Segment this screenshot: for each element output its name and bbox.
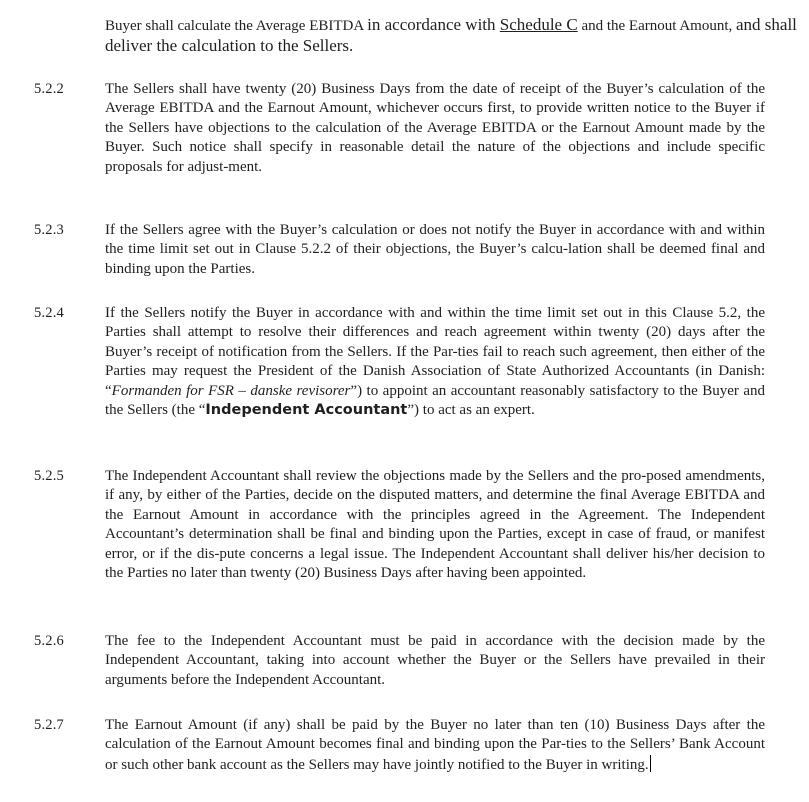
clause-text	[105, 304, 765, 420]
text-cursor	[650, 755, 651, 772]
intro-text-1: Buyer shall calculate the Average EBITDA	[105, 18, 368, 34]
clause-text	[105, 716, 765, 775]
clause-text: The Sellers shall have twenty (20) Business Days from the date of receipt of the Buyer’s calculation of the Average EBITDA and the Earnout Amount, whichever occurs first, to provide written notice to the Buyer if the Sellers have objections to the calculation of the Average EBITDA or the Earnout Amount made by the Buyer. Such notice shall specify in reasonable detail the nature of the objections and include specific proposals for adjust-ment.	[105, 81, 765, 175]
schedule-c-link[interactable]: Schedule C	[499, 15, 578, 34]
defined-term-bold: Independent Accountant	[205, 402, 408, 419]
intro-text-2: in accordance with	[367, 15, 500, 34]
clause-text: The Independent Accountant shall review the objections made by the Sellers and the pro-posed amendments, if any, by either of the Parties, decide on the disputed matters, and determine the final Average EBITDA and the Earnout Amount in accordance with the principles agreed in the Agreement. The Independent Accountant’s determination shall be final and binding upon the Parties, except in case of fraud, or manifest error, or if the dis-pute concerns a legal issue. The Independent Accountant shall deliver his/her decision to the Parties no later than twenty (20) Business Days after having been appointed.	[105, 468, 765, 582]
clause-number: 5.2.7	[34, 717, 64, 733]
clause-text-part: ”) to appoint an accountant reasonably satisfactory to the Buyer and the Sellers (the “	[105, 382, 766, 419]
clause-number: 5.2.3	[34, 222, 64, 238]
clause-number: 5.2.4	[34, 305, 64, 321]
clause-number: 5.2.2	[34, 81, 64, 97]
danish-name-italic: Formanden for FSR – danske revisorer	[111, 382, 351, 399]
intro-text-3: and the Earnout Amount,	[577, 18, 736, 34]
clause-text: If the Sellers agree with the Buyer’s calculation or does not notify the Buyer in accordance with and within the time limit set out in Clause 5.2.2 of their objections, the Buyer’s calcu-lation shall be deemed final and binding upon the Parties.	[105, 222, 765, 277]
clause-text-part: The Earnout Amount (if any) shall be paid by the Buyer no later than ten (10) Business Days after the calculation of the Earnout Amount becomes final and binding upon the Par-ties to the Sellers’ Bank Account or such other bank account as the Sellers may have jointly notified to the Buyer in writing.	[105, 717, 765, 773]
clause-number: 5.2.5	[34, 468, 64, 484]
clause-number: 5.2.6	[34, 633, 64, 649]
clause-text: The fee to the Independent Accountant must be paid in accordance with the decision made by the Independent Accountant, taking into account whether the Buyer or the Sellers have prevailed in their arguments before the Independent Accountant.	[105, 633, 765, 688]
intro-paragraph	[105, 15, 805, 58]
clause-text-part: ”) to act as an expert.	[407, 402, 535, 419]
intro-text-4: and shall deliver the calculation to the Sellers.	[105, 15, 797, 56]
clause-text-part: If the Sellers notify the Buyer in accordance with and within the time limit set out in this Clause 5.2, the Parties shall attempt to resolve their differences and reach agreement within twenty (20) days after the Buyer’s receipt of notification from the Sellers. If the Par-ties fail to reach such agreement, then either of the Parties may request the President of the Danish Association of State Authorized Accountants (in Danish: “	[105, 305, 765, 399]
